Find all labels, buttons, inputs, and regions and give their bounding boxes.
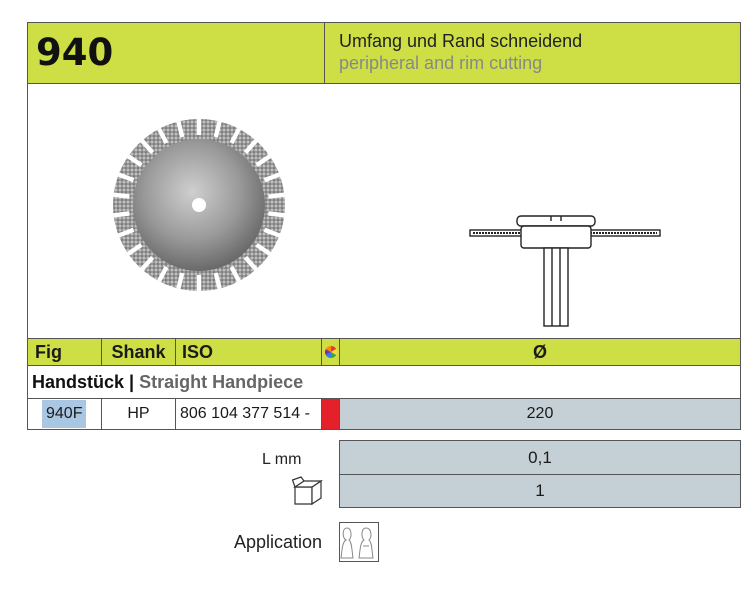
product-header [27,22,741,84]
color-code-red [322,399,340,429]
pack-quantity-value: 1 [339,475,741,508]
description-english: peripheral and rim cutting [339,53,543,73]
section-title-separator: | [124,372,140,392]
fig-value: 940F [42,400,86,428]
cell-shank: HP [102,399,176,429]
disc-slot [197,275,201,291]
figure-area [27,84,741,338]
description-german: Umfang und Rand schneidend [339,31,583,51]
section-title [27,366,741,398]
diamond-disc-figure [111,117,287,293]
cell-fig [28,399,102,429]
package-box-icon [292,476,324,506]
column-header-diameter: Ø [532,342,547,362]
disc-slot [197,119,201,135]
table-header-row [27,338,741,366]
color-wheel-header-cell [322,339,340,365]
column-header-iso: ISO [176,339,322,365]
color-wheel-icon [322,339,340,365]
cell-diameter: 220 [340,399,740,429]
application-label: Application [234,532,323,552]
length-value: 0,1 [339,440,741,475]
column-header-fig: Fig [28,339,102,365]
product-description [324,23,740,83]
disc-center-hole [192,198,206,212]
disc-side-view-figure [443,207,668,327]
length-label: L mm [262,451,302,468]
product-code: 940 [36,31,114,74]
table-row [27,398,741,430]
section-title-en: Straight Handpiece [139,372,304,392]
application-bust-icon [339,522,379,562]
section-title-de: Handstück [32,372,125,392]
column-header-shank: Shank [102,339,176,365]
cell-iso: 806 104 377 514 - [176,399,322,429]
